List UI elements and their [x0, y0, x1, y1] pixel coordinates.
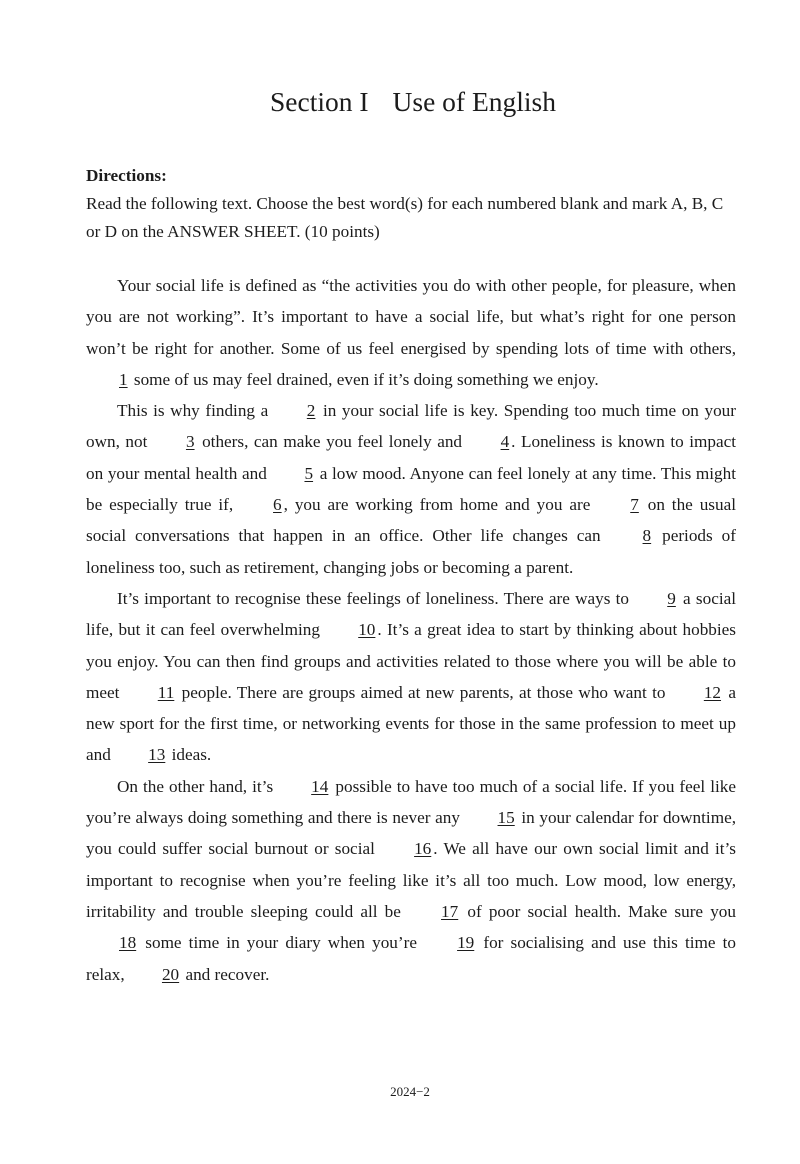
passage-text: people. There are groups aimed at new parents, at those who want to — [176, 682, 671, 702]
passage-text: . We all have our own social limit and it’s important to recognise when you’re feeling like it’s all too much. Low mood, low energy, irritability and trouble sleeping could all be — [86, 839, 736, 921]
passage-text: Your social life is defined as “the activities you do with other people, for pleasure, when you are not working”. It’s important to have a social life, but what’s right for one person won’t be right for another. Some of us feel energised by spending lots of time with others, — [86, 276, 736, 358]
passage-text: , you are working from home and you are — [283, 495, 598, 515]
passage-text: on the usual social conversations that happen in an office. Other life changes can — [86, 495, 736, 546]
blank-19[interactable]: 19 — [457, 933, 475, 953]
blank-17[interactable]: 17 — [441, 901, 459, 921]
blank-6[interactable]: 6 — [273, 495, 282, 515]
page-footer-code: 2024−2 — [390, 1084, 430, 1099]
blank-2[interactable]: 2 — [306, 401, 316, 421]
section-number: Section I — [270, 86, 369, 117]
passage-text: for socialising and use this time to relax, — [86, 933, 736, 984]
blank-12[interactable]: 12 — [703, 682, 722, 702]
blank-14[interactable]: 14 — [311, 776, 329, 796]
paragraph-4 — [86, 771, 736, 990]
passage-text: a low mood. Anyone can feel lonely at any time. This might be especially true if, — [86, 463, 737, 515]
passage-text: . It’s a great idea to start by thinking about hobbies you enjoy. You can then find groups and activities related to those where you will be able to meet — [86, 620, 736, 702]
blank-8[interactable]: 8 — [642, 526, 652, 546]
cloze-passage — [86, 270, 736, 990]
passage-text: ideas. — [167, 745, 212, 765]
blank-10[interactable]: 10 — [358, 620, 376, 640]
passage-text: others, can make you feel lonely and — [196, 432, 468, 452]
blank-4[interactable]: 4 — [500, 432, 510, 452]
blank-18[interactable]: 18 — [119, 933, 137, 953]
passage-text: On the other hand, it’s — [117, 776, 279, 796]
passage-text: and recover. — [181, 964, 270, 984]
directions-block — [86, 162, 736, 246]
paragraph-3 — [86, 583, 736, 771]
section-name: Use of English — [392, 86, 556, 117]
passage-text: of poor social health. Make sure you — [460, 901, 736, 921]
passage-text: some time in your diary when you’re — [138, 933, 425, 953]
blank-13[interactable]: 13 — [148, 745, 166, 765]
passage-text: . Loneliness is known to impact on your mental health and — [86, 432, 737, 483]
directions-text: Read the following text. Choose the best word(s) for each numbered blank and mark A, B, C or D on the ANSWER SHEET. (10 points) — [86, 194, 724, 241]
paragraph-1 — [86, 270, 736, 395]
blank-20[interactable]: 20 — [161, 964, 180, 984]
passage-text: some of us may feel drained, even if it’s doing something we enjoy. — [129, 369, 599, 389]
blank-16[interactable]: 16 — [414, 839, 432, 859]
passage-text: periods of loneliness too, such as retirement, changing jobs or becoming a parent. — [86, 526, 736, 577]
blank-1[interactable]: 1 — [119, 369, 128, 389]
blank-15[interactable]: 15 — [497, 808, 515, 828]
blank-3[interactable]: 3 — [185, 432, 195, 452]
passage-text: in your social life is key. Spending too much time on your own, not — [86, 401, 736, 452]
blank-5[interactable]: 5 — [304, 463, 314, 483]
paragraph-2 — [86, 395, 736, 583]
blank-11[interactable]: 11 — [157, 682, 175, 702]
blank-9[interactable]: 9 — [667, 588, 676, 608]
blank-7[interactable]: 7 — [630, 495, 639, 515]
passage-text: in your calendar for downtime, you could suffer social burnout or social — [86, 808, 736, 859]
passage-text: possible to have too much of a social life. If you feel like you’re always doing something and there is never any — [86, 776, 736, 828]
passage-text: It’s important to recognise these feelings of loneliness. There are ways to — [117, 588, 635, 608]
passage-text: a social life, but it can feel overwhelming — [86, 588, 736, 640]
passage-text: a new sport for the first time, or networking events for those in the same profession to meet up and — [86, 682, 736, 765]
passage-text: This is why finding a — [117, 401, 274, 421]
section-title — [0, 86, 800, 118]
directions-heading: Directions: — [86, 166, 167, 185]
